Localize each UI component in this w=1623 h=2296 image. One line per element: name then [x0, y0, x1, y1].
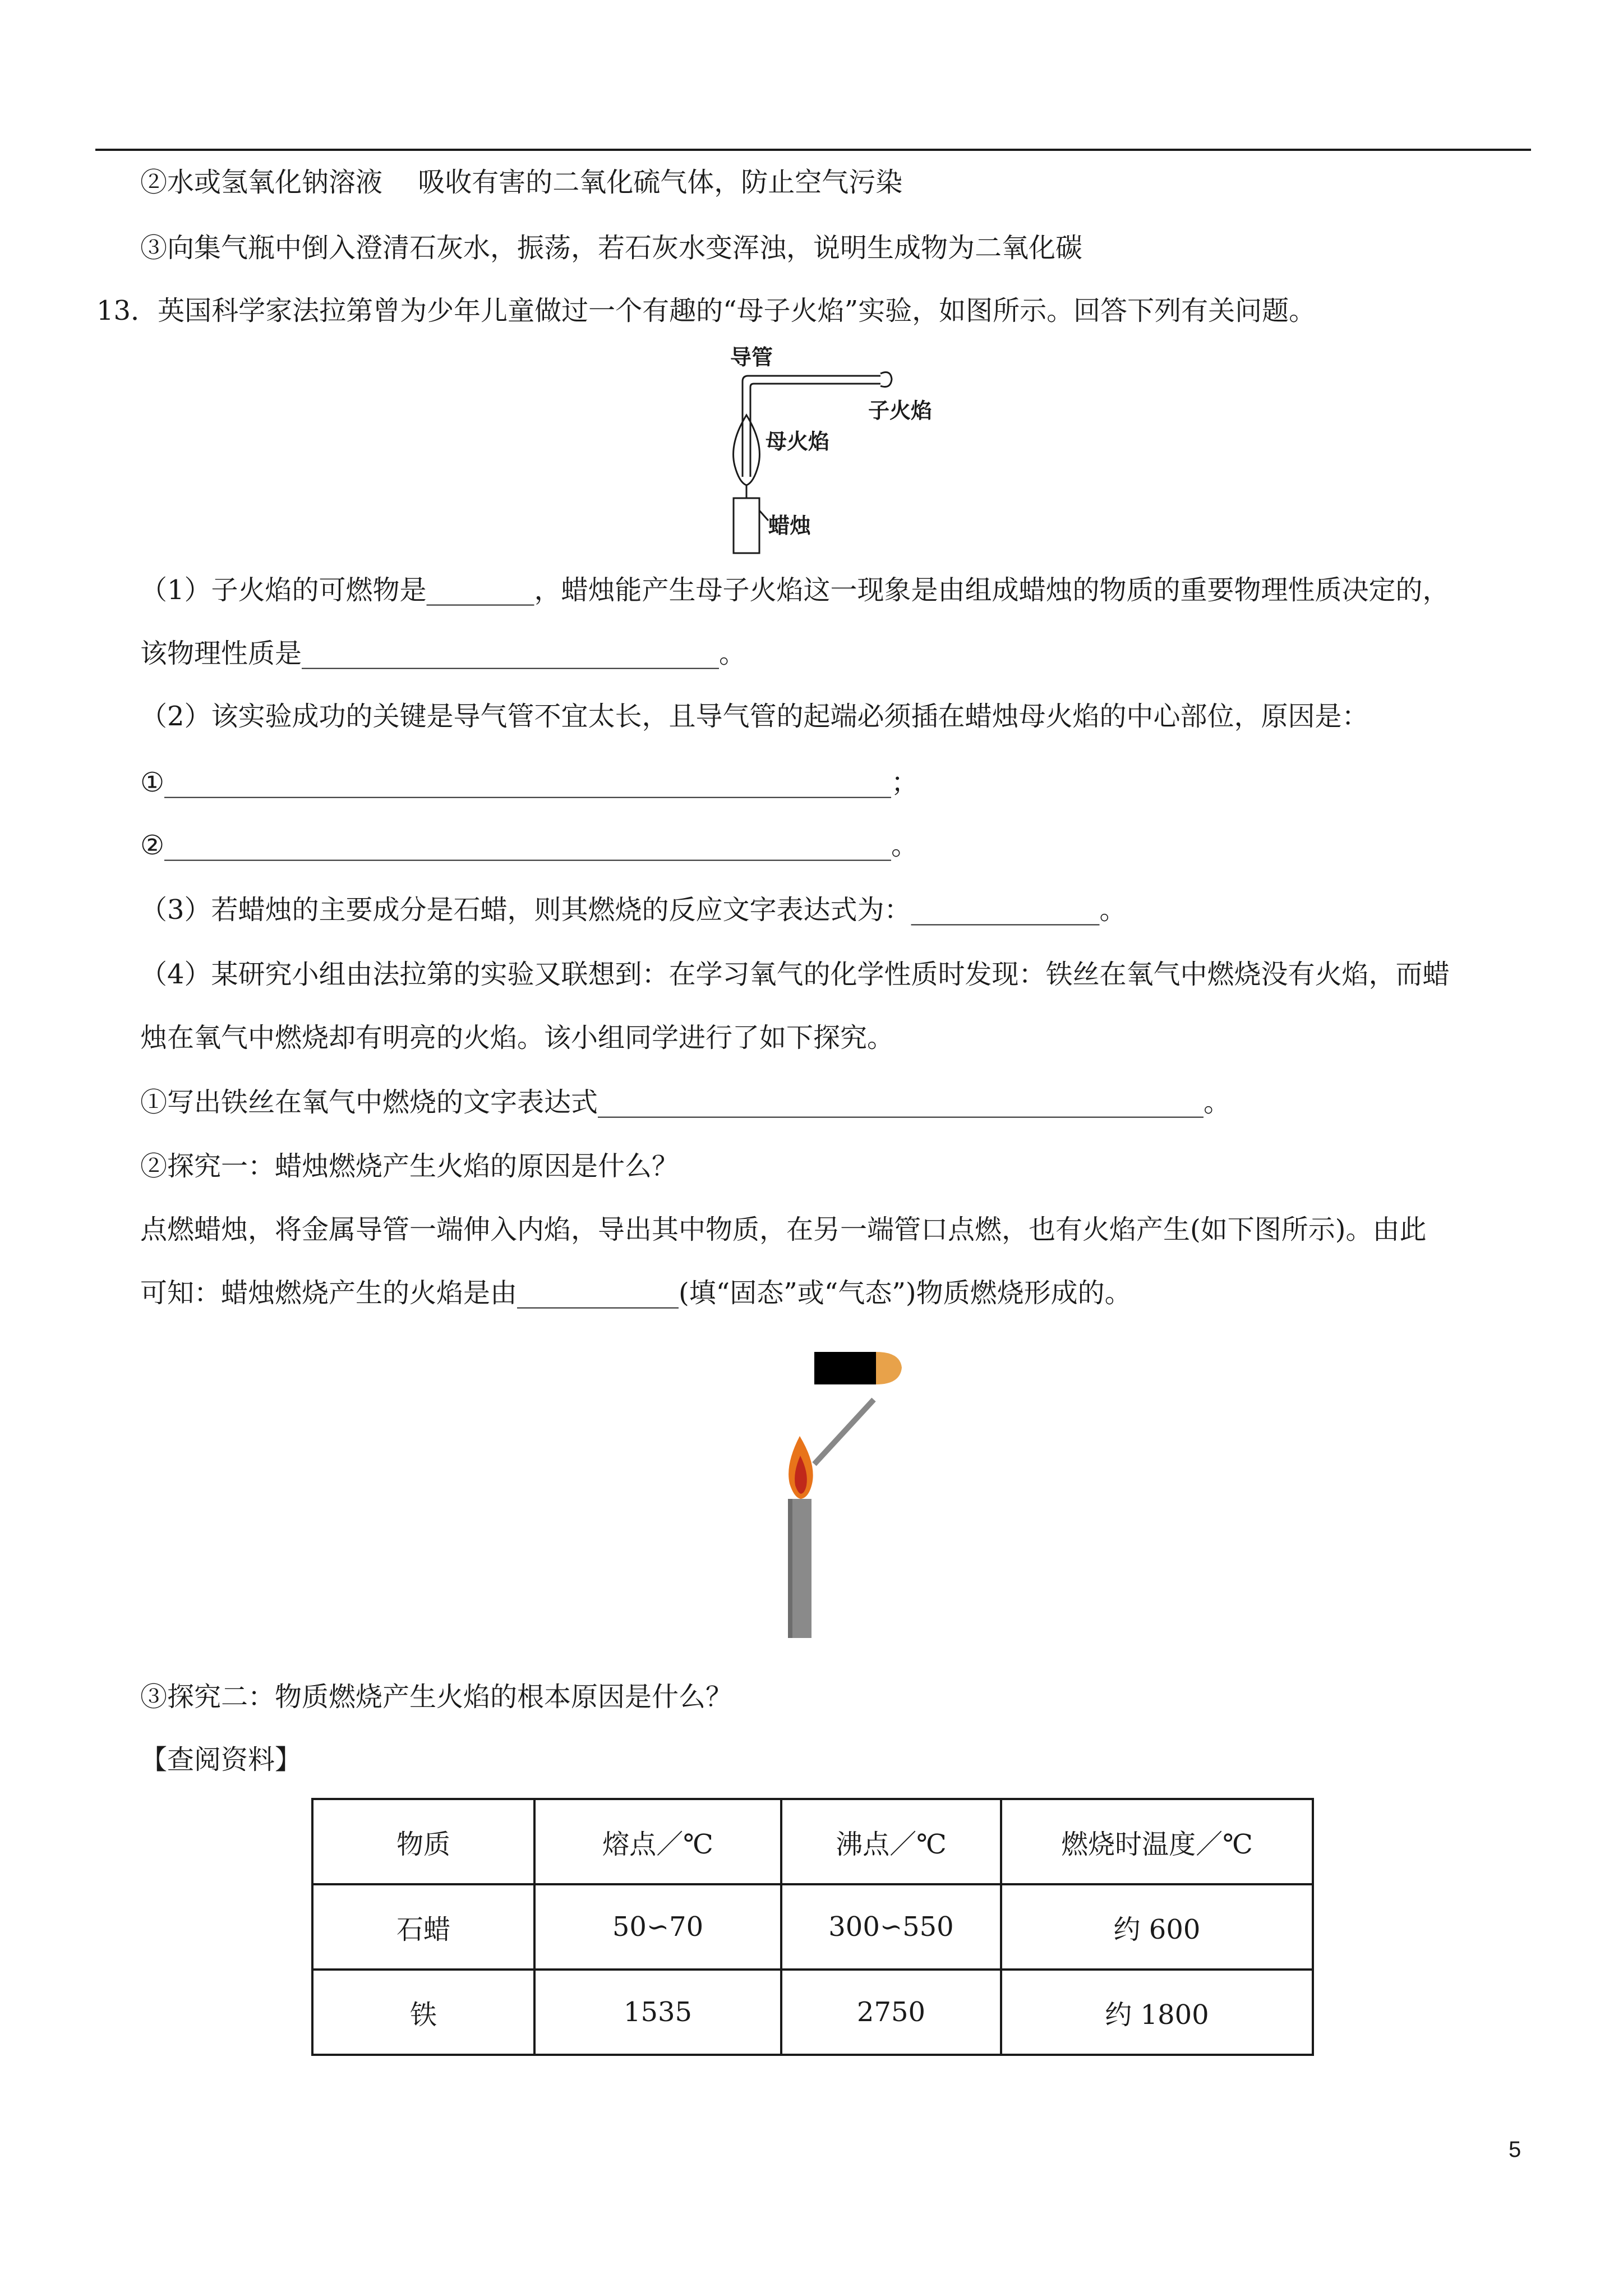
sub-question-2-blank-1: ①______________________________________________________；: [140, 767, 919, 798]
sub-question-4c: ①写出铁丝在氧气中燃烧的文字表达式_____________________________________________。: [140, 1087, 1231, 1118]
header-rule: [95, 149, 1531, 151]
table-cell: 1535: [534, 1970, 781, 2055]
candle-body: [734, 498, 759, 553]
label-child-flame: 子火焰: [868, 398, 933, 423]
answer-line-2: ②水或氢氧化钠溶液 吸收有害的二氧化硫气体，防止空气污染: [140, 167, 903, 198]
data-table: [311, 1798, 1314, 2056]
metal-tube: [814, 1400, 874, 1464]
candle-shadow: [788, 1499, 792, 1638]
reference-heading: 【查阅资料】: [140, 1744, 302, 1775]
question-13-stem: 13．英国科学家法拉第曾为少年儿童做过一个有趣的“母子火焰”实验，如图所示。回答下列有关问题。: [96, 295, 1316, 326]
sub-question-1a: （1）子火焰的可燃物是________，蜡烛能产生母子火焰这一现象是由组成蜡烛的物质的重要物理性质决定的，: [140, 574, 1450, 606]
candle-pointer: [759, 510, 768, 521]
table-header: 熔点／℃: [534, 1799, 781, 1884]
table-cell: 石蜡: [312, 1884, 534, 1970]
sub-question-3: （3）若蜡烛的主要成分是石蜡，则其燃烧的反应文字表达式为：______________。: [140, 894, 1127, 926]
child-flame-shape: [880, 372, 892, 387]
page-number: 5: [1509, 2137, 1521, 2162]
table-row: [312, 1884, 1313, 1970]
table-header-row: [312, 1799, 1313, 1884]
table-cell: 50∽70: [534, 1884, 781, 1970]
sub-question-4a: （4）某研究小组由法拉第的实验又联想到：在学习氧气的化学性质时发现：铁丝在氧气中燃烧没有火焰，而蜡: [140, 959, 1450, 990]
label-tube: 导管: [730, 345, 773, 370]
table-row: [312, 1970, 1313, 2055]
candle-gas-experiment-figure: [774, 1335, 920, 1638]
table-header: 燃烧时温度／℃: [1001, 1799, 1313, 1884]
mother-child-flame-figure: [712, 342, 970, 555]
label-candle: 蜡烛: [768, 513, 811, 538]
table-cell: 约 600: [1001, 1884, 1313, 1970]
inquiry-2: ③探究二：物质燃烧产生火焰的根本原因是什么？: [140, 1681, 733, 1713]
table-cell: 2750: [781, 1970, 1001, 2055]
guide-tube: [743, 376, 880, 477]
sub-question-4e: 点燃蜡烛，将金属导管一端伸入内焰，导出其中物质，在另一端管口点燃，也有火焰产生(如下图所示)。由此: [140, 1214, 1427, 1245]
table-cell: 300∽550: [781, 1884, 1001, 1970]
sub-question-4b: 烛在氧气中燃烧却有明亮的火焰。该小组同学进行了如下探究。: [140, 1022, 895, 1053]
sub-question-2: （2）该实验成功的关键是导气管不宜太长，且导气管的起端必须插在蜡烛母火焰的中心部位，原因是：: [140, 701, 1369, 732]
label-mother-flame: 母火焰: [766, 429, 830, 454]
sub-question-4d: ②探究一：蜡烛燃烧产生火焰的原因是什么？: [140, 1151, 679, 1182]
sub-question-1b: 该物理性质是_______________________________。: [140, 638, 746, 669]
table-cell: 约 1800: [1001, 1970, 1313, 2055]
answer-line-3: ③向集气瓶中倒入澄清石灰水，振荡，若石灰水变浑浊，说明生成物为二氧化碳: [140, 232, 1083, 264]
sub-question-4f: 可知：蜡烛燃烧产生的火焰是由____________(填“固态”或“气态”)物质燃烧形成的。: [140, 1277, 1132, 1309]
metal-tube-end: [814, 1352, 876, 1384]
table-header: 物质: [312, 1799, 534, 1884]
tube-flame: [876, 1352, 902, 1384]
table-header: 沸点／℃: [781, 1799, 1001, 1884]
table-cell: 铁: [312, 1970, 534, 2055]
mother-flame-shape: [734, 415, 760, 485]
sub-question-2-blank-2: ②______________________________________________________。: [140, 830, 919, 861]
